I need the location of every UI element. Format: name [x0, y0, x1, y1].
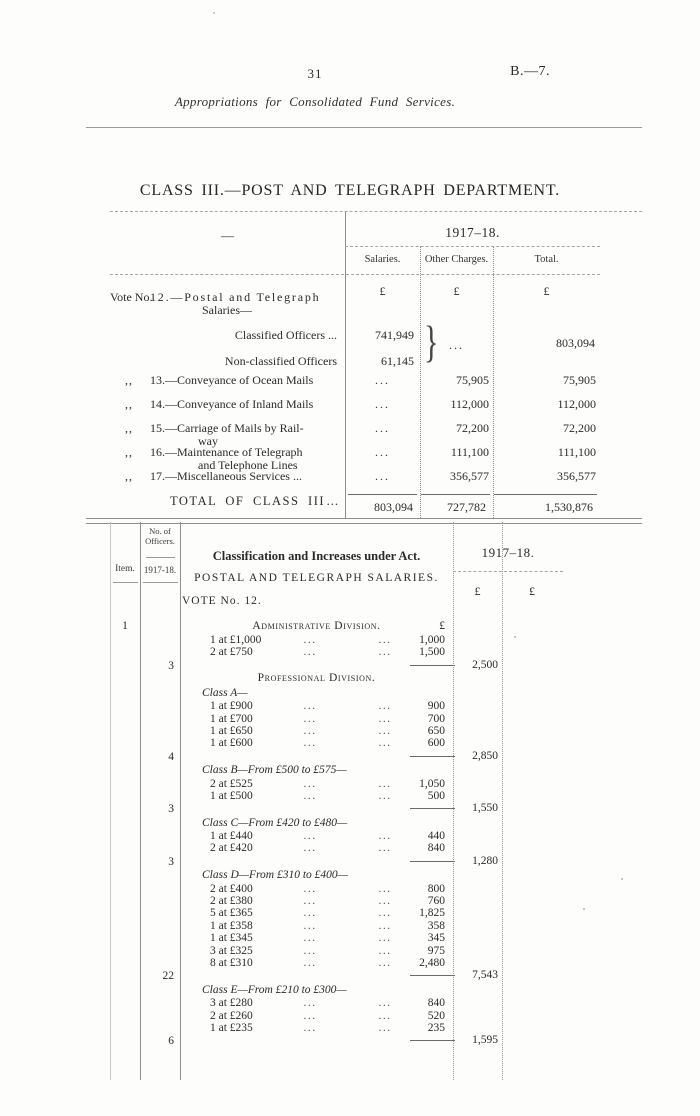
table2-line: [110, 646, 580, 658]
table2-line: [110, 700, 580, 712]
dot-leader: ...: [303, 737, 317, 750]
sum-rule: [410, 861, 455, 862]
subtotal-value: 2,850: [472, 749, 498, 762]
officers-count: 22: [162, 970, 174, 983]
entry-amount: 1,000: [419, 633, 445, 646]
table2-line: [110, 790, 580, 802]
class-heading: CLASS III.—POST AND TELEGRAPH DEPARTMENT.: [139, 182, 561, 199]
table2-line: [110, 883, 580, 895]
officers-count: 3: [168, 803, 174, 816]
col-header-total: Total.: [534, 254, 559, 265]
entry-amount: 700: [427, 712, 445, 725]
ditto-mark: ,,: [125, 421, 133, 435]
table2-lines: [110, 620, 580, 1048]
dot-leader: ...: [378, 789, 392, 802]
table2-line: [110, 686, 580, 700]
entry-label: 1 at £1,000: [210, 633, 262, 646]
table2-subtitle: POSTAL AND TELEGRAPH SALARIES.: [194, 572, 439, 584]
table2-line: [110, 932, 580, 944]
print-speck: [213, 12, 215, 14]
table2-line: [110, 725, 580, 737]
entry-amount: 2,480: [419, 956, 445, 969]
entry-label: 1 at £500: [210, 789, 253, 802]
entry-amount: 520: [427, 1009, 445, 1022]
officers-year-label: 1917-18.: [143, 565, 177, 575]
row-label: [110, 374, 345, 387]
dot-leader: ...: [378, 956, 392, 969]
class-heading: Class C—From £420 to £480—: [202, 816, 348, 829]
dot-leader: ...: [303, 789, 317, 802]
dot-leader: ...: [378, 1021, 392, 1034]
entry-amount: 840: [427, 997, 445, 1010]
officers-header-line1: No. of: [149, 526, 171, 536]
section-divider-rule: [86, 518, 642, 519]
dot-leader: ...: [378, 919, 392, 932]
ditto-mark: ,,: [125, 397, 133, 411]
total-salaries-value: 803,094: [348, 494, 417, 515]
brace-glyph: }: [424, 316, 439, 367]
dot-leader: ...: [378, 997, 392, 1010]
class-heading: Class E—From £210 to £300—: [202, 983, 347, 996]
table2-line: [110, 907, 580, 919]
entry-label: 1 at £650: [210, 724, 253, 737]
salaries-value: ...: [375, 445, 390, 459]
dot-leader: ...: [303, 956, 317, 969]
subtotal-value: 7,543: [472, 969, 498, 982]
dot-leader: ...: [303, 997, 317, 1010]
col-header-officers: [140, 527, 180, 546]
entry-amount: 235: [427, 1021, 445, 1034]
entry-amount: 1,825: [419, 907, 445, 920]
total-value: 72,200: [563, 421, 596, 435]
row-label-text: 12.—Postal and Telegraph: [150, 290, 321, 304]
entry-amount: 760: [427, 895, 445, 908]
entry-label: 8 at £310: [210, 956, 253, 969]
row-label-line2: way: [198, 433, 218, 448]
col-header-salaries: Salaries.: [364, 254, 401, 265]
table1-row: [110, 446, 600, 470]
item-number: 1: [122, 620, 128, 632]
entry-amount: 840: [427, 842, 445, 855]
currency-symbol: £: [474, 584, 481, 598]
entry-amount: 650: [427, 724, 445, 737]
entry-amount: 975: [427, 944, 445, 957]
ditto-mark: ,,: [125, 373, 133, 387]
table2-line: [110, 983, 580, 997]
dot-leader: ...: [378, 907, 392, 920]
table2-line: [110, 763, 580, 777]
vote-number-heading: VOTE No. 12.: [182, 595, 262, 607]
other-charges-value: 72,200: [456, 421, 489, 435]
division-heading: Professional Division.: [257, 671, 376, 684]
dot-leader: ...: [303, 882, 317, 895]
entry-label: 1 at £358: [210, 919, 253, 932]
dot-leader: ...: [378, 712, 392, 725]
dot-leader: ...: [378, 633, 392, 646]
dot-leader: ...: [378, 777, 392, 790]
other-charges-value: 75,905: [456, 373, 489, 387]
table2-line: [110, 997, 580, 1009]
entry-label: 1 at £440: [210, 830, 253, 843]
year-header-rule: [345, 246, 600, 247]
officers-count: 3: [168, 855, 174, 868]
entry-amount: 900: [427, 700, 445, 713]
dot-leader: ...: [303, 700, 317, 713]
dot-leader: ...: [378, 1009, 392, 1022]
total-value: 803,094: [556, 336, 595, 350]
currency-symbol: £: [439, 620, 445, 632]
total-value: 111,100: [557, 445, 596, 459]
row-label: [110, 398, 345, 411]
table2-line: [110, 634, 580, 646]
year-header: 1917–18.: [481, 545, 535, 560]
entry-label: 2 at £750: [210, 646, 253, 659]
table2-line: [110, 830, 580, 842]
item-header-rule: [113, 582, 138, 583]
stub-dash: —: [221, 228, 234, 243]
officers-header-line2: Officers.: [145, 535, 175, 546]
print-speck: [621, 878, 623, 880]
dot-leader: ...: [303, 842, 317, 855]
year-header-rule: [453, 571, 563, 572]
entry-label: 1 at £235: [210, 1021, 253, 1034]
officers-year-rule: [143, 582, 178, 583]
table1-row: [110, 398, 600, 422]
dot-leader: ...: [378, 944, 392, 957]
salaries-value: 61,145: [381, 354, 414, 368]
subtotal-value: 1,550: [472, 802, 498, 815]
subtotal-value: 2,500: [472, 658, 498, 671]
entry-amount: 440: [427, 830, 445, 843]
entry-amount: 358: [427, 919, 445, 932]
table2-line: [110, 672, 580, 686]
division-heading: Administrative Division.: [252, 620, 381, 632]
vote-12-group: [110, 290, 600, 374]
entry-label: 3 at £280: [210, 997, 253, 1010]
table1-row: [110, 470, 600, 494]
dot-leader: ...: [378, 932, 392, 945]
table2-line: [110, 713, 580, 725]
row-label: [110, 446, 345, 471]
currency-symbol: £: [453, 284, 460, 298]
currency-symbol: £: [529, 584, 535, 598]
dot-leader: ...: [303, 646, 317, 659]
col-header-item: Item.: [115, 564, 135, 574]
dot-leader: ...: [303, 777, 317, 790]
dot-leader: ...: [303, 830, 317, 843]
entry-label: 2 at £380: [210, 895, 253, 908]
table2-line: [110, 778, 580, 790]
dot-leader: ...: [378, 882, 392, 895]
table2-line: [110, 659, 580, 672]
table1-rows: [110, 374, 600, 494]
entry-amount: 1,050: [419, 777, 445, 790]
row-label-text: 15.—Carriage of Mails by Rail-: [150, 421, 304, 435]
officers-count: 3: [168, 659, 174, 672]
row-label-text: 17.—Miscellaneous Services ...: [150, 469, 302, 483]
officers-count: 6: [168, 1035, 174, 1048]
entry-label: 2 at £525: [210, 777, 253, 790]
row-label-text: 13.—Conveyance of Ocean Mails: [150, 373, 314, 387]
table2-line: [110, 957, 580, 969]
doc-reference: B.—7.: [510, 64, 550, 79]
dot-leader: ...: [303, 712, 317, 725]
ditto-mark: ,,: [125, 469, 133, 483]
entry-label: 3 at £325: [210, 944, 253, 957]
entry-amount: 500: [427, 789, 445, 802]
row-label-text: 16.—Maintenance of Telegraph: [150, 445, 303, 459]
dot-leader: ...: [378, 842, 392, 855]
other-charges-value: 356,577: [450, 469, 489, 483]
dot-leader: ...: [303, 932, 317, 945]
sum-rule: [410, 808, 455, 809]
currency-symbol: £: [379, 284, 386, 298]
table2-line: [110, 920, 580, 932]
row-label: [110, 470, 345, 483]
table2-line: [110, 868, 580, 882]
year-header: 1917–18.: [445, 225, 500, 240]
table2-line: [110, 750, 580, 763]
entry-amount: 800: [427, 882, 445, 895]
class-heading: Class B—From £500 to £575—: [202, 764, 347, 777]
grand-total-value: 1,530,876: [494, 494, 597, 515]
total-other-charges-value: 727,782: [421, 494, 490, 515]
entry-label: 1 at £700: [210, 712, 253, 725]
subtotal-value: 1,280: [472, 854, 498, 867]
sum-rule: [410, 975, 455, 976]
page-number: 31: [307, 66, 323, 81]
row-label: [110, 422, 345, 447]
entry-label: 1 at £900: [210, 700, 253, 713]
ditto-mark: ,,: [125, 445, 133, 459]
table1-header-rule: [110, 274, 600, 275]
salaries-value: ...: [375, 373, 390, 387]
table2-line: [110, 816, 580, 830]
table1-row: [110, 374, 600, 398]
entry-label: 5 at £365: [210, 907, 253, 920]
officers-header-rule: [146, 557, 175, 558]
dot-leader: ...: [378, 895, 392, 908]
dot-leader: ...: [303, 907, 317, 920]
entry-label: 1 at £600: [210, 737, 253, 750]
sum-rule: [410, 756, 455, 757]
dot-leader: ...: [303, 895, 317, 908]
table1-row: [110, 422, 600, 446]
salaries-value: ...: [375, 397, 390, 411]
table2-line: [110, 855, 580, 868]
officers-count: 4: [168, 750, 174, 763]
col-header-other-charges: Other Charges.: [424, 254, 489, 265]
table1-total-row: [110, 494, 600, 515]
sub-row-label: Classified Officers ...: [234, 328, 337, 342]
entry-amount: 1,500: [419, 646, 445, 659]
table2-line: [110, 1022, 580, 1034]
dot-leader: ...: [378, 737, 392, 750]
class-heading: Class D—From £310 to £400—: [202, 869, 348, 882]
header-rule: [86, 127, 642, 128]
row-label-text: 14.—Conveyance of Inland Mails: [150, 397, 314, 411]
classification-table: [110, 522, 580, 1080]
table2-line: [110, 969, 580, 982]
table2-line: [110, 1010, 580, 1022]
table2-line: [110, 945, 580, 957]
sum-rule: [410, 665, 455, 666]
salaries-value: 741,949: [375, 328, 414, 342]
total-value: 112,000: [557, 397, 596, 411]
table2-line: [110, 737, 580, 749]
salaries-value: ...: [375, 469, 390, 483]
entry-label: 2 at £260: [210, 1009, 253, 1022]
dot-leader: ...: [326, 494, 339, 508]
print-speck: [583, 908, 585, 910]
sub-row-label: Non-classified Officers: [224, 354, 337, 368]
class-summary-table: [110, 212, 600, 518]
dot-leader: ...: [378, 724, 392, 737]
other-charges-value: 112,000: [450, 397, 489, 411]
other-charges-value: 111,100: [450, 445, 489, 459]
dot-leader: ...: [378, 830, 392, 843]
total-label-text: TOTAL OF CLASS III: [170, 494, 326, 508]
table2-line: [110, 1034, 580, 1047]
other-charges-value: ...: [449, 338, 464, 352]
dot-leader: ...: [303, 944, 317, 957]
dot-leader: ...: [303, 724, 317, 737]
entry-amount: 345: [427, 932, 445, 945]
vote-prefix: Vote No.: [110, 290, 153, 304]
total-value: 75,905: [563, 373, 596, 387]
entry-label: 2 at £420: [210, 842, 253, 855]
dot-leader: ...: [303, 1009, 317, 1022]
entry-amount: 600: [427, 737, 445, 750]
dot-leader: ...: [303, 633, 317, 646]
table2-line: [110, 895, 580, 907]
class-heading: Class A—: [202, 686, 248, 699]
sum-rule: [410, 1040, 455, 1041]
entry-label: 2 at £400: [210, 882, 253, 895]
dot-leader: ...: [303, 1021, 317, 1034]
row-label-line2: Salaries—: [202, 303, 252, 317]
total-row-label: [110, 494, 345, 509]
table2-line: [110, 620, 580, 634]
currency-symbol: £: [543, 284, 550, 298]
row-label-line2: and Telephone Lines: [198, 457, 298, 472]
dot-leader: ...: [378, 700, 392, 713]
dot-leader: ...: [378, 646, 392, 659]
entry-label: 1 at £345: [210, 932, 253, 945]
salaries-value: ...: [375, 421, 390, 435]
subtotal-value: 1,595: [472, 1034, 498, 1047]
total-value: 356,577: [557, 469, 596, 483]
col-header-classification: Classification and Increases under Act.: [212, 549, 421, 563]
table2-line: [110, 842, 580, 854]
running-head: Appropriations for Consolidated Fund Services.: [174, 94, 456, 109]
print-speck: [514, 636, 516, 638]
dot-leader: ...: [303, 919, 317, 932]
table2-line: [110, 802, 580, 815]
